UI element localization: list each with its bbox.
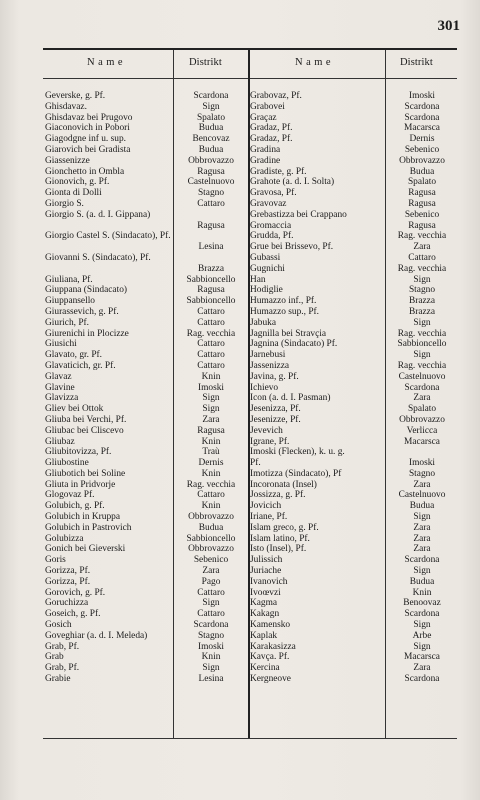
table-row xyxy=(43,544,457,555)
name-cell: Goruchizza xyxy=(45,598,89,609)
name-cell: Gosich xyxy=(45,620,72,631)
district-cell: Cattaro xyxy=(408,252,436,263)
district-cell: Sign xyxy=(413,274,431,285)
district-cell: Obbrovazzo xyxy=(188,512,234,523)
district-cell: Budua xyxy=(198,144,224,155)
name-cell: Grahote (a. d. I. Solta) xyxy=(250,177,335,188)
district-cell: Rag. vecchia xyxy=(397,360,447,371)
name-cell: Jovicich xyxy=(250,501,282,512)
name-cell: Golubizza xyxy=(45,533,84,544)
table-row xyxy=(43,145,457,156)
name-cell: Gravovaz xyxy=(250,198,287,209)
district-cell: Sabbioncello xyxy=(397,339,447,350)
name-cell: Ghisdavaz. xyxy=(45,101,87,112)
table-row xyxy=(43,512,457,523)
district-cell: Knin xyxy=(201,468,221,479)
name-cell: Gliev bei Ottok xyxy=(45,404,104,415)
district-cell: Budua xyxy=(198,522,224,533)
table-row xyxy=(43,123,457,134)
district-cell: Rag. vecchia xyxy=(397,231,447,242)
name-cell: Giaconovich in Pobori xyxy=(45,123,130,134)
district-cell: Cattaro xyxy=(197,490,225,501)
district-cell: Budua xyxy=(409,166,435,177)
table-row xyxy=(43,339,457,350)
table-row xyxy=(43,480,457,491)
district-cell: Knin xyxy=(201,652,221,663)
name-cell: Karakasizza xyxy=(250,641,296,652)
name-cell: Grue bei Brissevo, Pf. xyxy=(250,242,334,253)
table-row xyxy=(43,318,457,329)
table-row xyxy=(43,404,457,415)
district-cell: Stagno xyxy=(408,468,436,479)
district-cell: Ragusa xyxy=(408,198,436,209)
district-cell: Sign xyxy=(202,393,220,404)
district-cell: Castelnuovo xyxy=(398,490,446,501)
name-cell: Giorgio S. (a. d. I. Gippana) xyxy=(45,209,151,220)
table-row xyxy=(43,113,457,124)
header-district-right: Distrikt xyxy=(400,57,433,68)
name-cell: Giovanni S. (Sindacato), Pf. xyxy=(45,252,151,263)
name-cell: Gorizza, Pf. xyxy=(45,566,91,577)
table-row xyxy=(43,350,457,361)
district-cell: Budua xyxy=(409,576,435,587)
table-row xyxy=(43,458,457,469)
table-row xyxy=(43,534,457,545)
district-cell: Benoovaz xyxy=(403,598,441,609)
table-row xyxy=(43,598,457,609)
district-cell: Zara xyxy=(202,566,220,577)
name-cell: Islam greco, g. Pf. xyxy=(250,522,319,533)
district-cell: Ragusa xyxy=(197,220,225,231)
header-name-left: Name xyxy=(87,57,127,68)
district-cell: Sign xyxy=(202,101,220,112)
table-row xyxy=(43,426,457,437)
district-cell: Castelnuovo xyxy=(187,177,235,188)
district-cell: Rag. vecchia xyxy=(186,479,236,490)
name-cell: Han xyxy=(250,274,266,285)
district-cell: Zara xyxy=(413,522,431,533)
name-cell: Grab xyxy=(45,652,64,663)
name-cell: Glavine xyxy=(45,382,75,393)
table-row xyxy=(43,674,457,685)
name-cell: Iriane, Pf. xyxy=(250,512,288,523)
name-cell: Juriache xyxy=(250,566,282,577)
name-cell: Gliubitovizza, Pf. xyxy=(45,447,112,458)
name-cell: Pf. xyxy=(250,458,261,469)
district-cell: Cattaro xyxy=(197,306,225,317)
name-cell: Gonich bei Gieverski xyxy=(45,544,126,555)
name-cell: Graçaz xyxy=(250,112,277,123)
name-cell: Giuppansello xyxy=(45,296,95,307)
district-cell: Knin xyxy=(201,436,221,447)
name-cell: Gradaz, Pf. xyxy=(250,134,293,145)
table-row xyxy=(43,167,457,178)
district-cell: Macarsca xyxy=(404,123,440,134)
district-cell: Macarsca xyxy=(404,652,440,663)
name-cell: Goseich, g. Pf. xyxy=(45,609,101,620)
district-cell: Zara xyxy=(413,544,431,555)
district-cell: Knin xyxy=(201,501,221,512)
name-cell: Gravosa, Pf. xyxy=(250,188,297,199)
district-cell: Brazza xyxy=(408,306,436,317)
district-cell: Sign xyxy=(413,641,431,652)
name-cell: Kamensko xyxy=(250,620,291,631)
name-cell: Gugnichi xyxy=(250,263,285,274)
table-row xyxy=(43,663,457,674)
table-row xyxy=(43,329,457,340)
district-cell: Cattaro xyxy=(197,587,225,598)
table-row xyxy=(43,91,457,102)
district-cell: Scardona xyxy=(193,620,229,631)
table-header xyxy=(43,50,457,79)
district-cell: Ragusa xyxy=(408,188,436,199)
district-cell: Obbrovazzo xyxy=(188,155,234,166)
name-cell: Icon (a. d. I. Pasman) xyxy=(250,393,331,404)
name-cell: Jarnebusi xyxy=(250,350,286,361)
name-cell: Jevevich xyxy=(250,425,283,436)
district-cell: Macarsca xyxy=(404,436,440,447)
table-row xyxy=(43,361,457,372)
table-row xyxy=(43,523,457,534)
table-row xyxy=(43,501,457,512)
table-row xyxy=(43,275,457,286)
district-cell: Imoski xyxy=(197,382,225,393)
name-cell: Jossizza, g. Pf. xyxy=(250,490,306,501)
district-cell: Lesina xyxy=(198,242,224,253)
district-cell: Imoski xyxy=(408,91,436,101)
district-cell: Imoski xyxy=(408,458,436,469)
table-row xyxy=(43,188,457,199)
table-row xyxy=(43,134,457,145)
name-cell: Golubich in Kruppa xyxy=(45,512,120,523)
name-cell: Goris xyxy=(45,555,66,566)
table-row xyxy=(43,609,457,620)
table-row xyxy=(43,242,457,253)
page-number: 301 xyxy=(437,18,460,34)
name-cell: Ivoœvzi xyxy=(250,587,281,598)
name-cell: Igrane, Pf. xyxy=(250,436,290,447)
district-cell: Rag. vecchia xyxy=(397,328,447,339)
district-cell: Dernis xyxy=(198,458,224,469)
name-cell: Gradina xyxy=(250,144,281,155)
name-cell: Giuliana, Pf. xyxy=(45,274,93,285)
name-cell: Jassenizza xyxy=(250,360,290,371)
name-cell: Kakagn xyxy=(250,609,280,620)
name-cell: Gorizza, Pf. xyxy=(45,576,91,587)
name-cell: Glavaticich, gr. Pf. xyxy=(45,360,116,371)
name-cell: Grabovei xyxy=(250,101,285,112)
header-name-right: Name xyxy=(295,57,335,68)
district-cell: Sign xyxy=(202,404,220,415)
district-cell: Dernis xyxy=(409,134,435,145)
name-cell: Kercina xyxy=(250,663,280,674)
district-cell: Obbrovazzo xyxy=(399,155,445,166)
table-row xyxy=(43,447,457,458)
district-cell: Sign xyxy=(202,598,220,609)
name-cell: Goveghiar (a. d. I. Meleda) xyxy=(45,630,148,641)
district-cell: Pago xyxy=(201,576,221,587)
table-row xyxy=(43,642,457,653)
table-row xyxy=(43,652,457,663)
name-cell: Hodiglie xyxy=(250,285,283,296)
district-cell: Cattaro xyxy=(197,198,225,209)
district-cell: Imoski xyxy=(197,641,225,652)
table-row xyxy=(43,566,457,577)
name-cell: Glavato, gr. Pf. xyxy=(45,350,103,361)
table-row xyxy=(43,264,457,275)
district-cell: Brazza xyxy=(408,296,436,307)
district-cell: Stagno xyxy=(408,285,436,296)
district-cell: Traù xyxy=(202,447,220,458)
name-cell: Jagnina (Sindacato) Pf. xyxy=(250,339,338,350)
district-cell: Brazza xyxy=(197,263,225,274)
table-row xyxy=(43,231,457,242)
table-row xyxy=(43,469,457,480)
name-cell: Gliuba bei Verchi, Pf. xyxy=(45,414,127,425)
name-cell: Gradaz, Pf. xyxy=(250,123,293,134)
district-cell: Scardona xyxy=(404,112,440,123)
name-cell: Gionta di Dolli xyxy=(45,188,102,199)
district-cell: Sebenico xyxy=(404,209,440,220)
name-cell: Giorgio S. xyxy=(45,198,84,209)
gazetteer-table xyxy=(43,48,457,739)
table-rows xyxy=(43,91,457,685)
table-row xyxy=(43,177,457,188)
district-cell: Sebenico xyxy=(193,555,229,566)
district-cell: Scardona xyxy=(404,609,440,620)
name-cell: Gliubostine xyxy=(45,458,89,469)
district-cell: Sign xyxy=(413,566,431,577)
name-cell: Ivanovich xyxy=(250,576,288,587)
district-cell: Sabbioncello xyxy=(186,274,236,285)
district-cell: Ragusa xyxy=(197,425,225,436)
district-cell: Sebenico xyxy=(404,144,440,155)
name-cell: Gubassi xyxy=(250,252,281,263)
name-cell: Gromaccia xyxy=(250,220,292,231)
district-cell: Scardona xyxy=(404,555,440,566)
district-cell: Bencovaz xyxy=(192,134,230,145)
name-cell: Giorgio Castel S. (Sindacato), Pf. xyxy=(45,231,171,242)
table-row xyxy=(43,555,457,566)
name-cell: Humazzo sup., Pf. xyxy=(250,306,319,317)
district-cell: Zara xyxy=(413,533,431,544)
table-row xyxy=(43,437,457,448)
district-cell: Verlicca xyxy=(406,425,438,436)
name-cell: Gliubac bei Cliscevo xyxy=(45,425,124,436)
district-cell: Sabbioncello xyxy=(186,533,236,544)
district-cell: Ragusa xyxy=(408,220,436,231)
name-cell: Gliubotich bei Soline xyxy=(45,468,126,479)
table-row xyxy=(43,490,457,501)
name-cell: Giurich, Pf. xyxy=(45,317,90,328)
name-cell: Ghisdavaz bei Prugovo xyxy=(45,112,133,123)
district-cell: Sign xyxy=(413,317,431,328)
name-cell: Isto (Insel), Pf. xyxy=(250,544,307,555)
district-cell: Budua xyxy=(409,501,435,512)
district-cell: Spalato xyxy=(407,177,437,188)
name-cell: Jesenizze, Pf. xyxy=(250,414,301,425)
name-cell: Grab, Pf. xyxy=(45,641,80,652)
name-cell: Grudda, Pf. xyxy=(250,231,294,242)
name-cell: Grabovaz, Pf. xyxy=(250,91,302,101)
table-row xyxy=(43,296,457,307)
table-row xyxy=(43,221,457,232)
district-cell: Zara xyxy=(413,393,431,404)
table-row xyxy=(43,285,457,296)
district-cell: Sign xyxy=(413,620,431,631)
table-row xyxy=(43,620,457,631)
name-cell: Jabuka xyxy=(250,317,277,328)
table-row xyxy=(43,156,457,167)
district-cell: Cattaro xyxy=(197,609,225,620)
district-cell: Cattaro xyxy=(197,360,225,371)
name-cell: Grabie xyxy=(45,674,71,685)
name-cell: Grab, Pf. xyxy=(45,663,80,674)
name-cell: Grebastizza bei Crappano xyxy=(250,209,347,220)
table-row xyxy=(43,199,457,210)
district-cell: Sabbioncello xyxy=(186,296,236,307)
name-cell: Kagma xyxy=(250,598,278,609)
district-cell: Obbrovazzo xyxy=(399,414,445,425)
district-cell: Zara xyxy=(413,242,431,253)
table-row xyxy=(43,393,457,404)
table-row xyxy=(43,415,457,426)
table-row xyxy=(43,372,457,383)
name-cell: Gionchetto in Ombla xyxy=(45,166,125,177)
table-row xyxy=(43,631,457,642)
name-cell: Islam latino, Pf. xyxy=(250,533,310,544)
district-cell: Sign xyxy=(413,512,431,523)
name-cell: Gliubaz xyxy=(45,436,75,447)
table-row xyxy=(43,577,457,588)
name-cell: Gionovich, g. Pf. xyxy=(45,177,110,188)
name-cell: Incoronata (Insel) xyxy=(250,479,317,490)
name-cell: Giurenichi in Plocizze xyxy=(45,328,129,339)
district-cell: Cattaro xyxy=(197,350,225,361)
name-cell: Glogovaz Pf. xyxy=(45,490,95,501)
district-cell: Sign xyxy=(202,663,220,674)
name-cell: Giurassevich, g. Pf. xyxy=(45,306,119,317)
district-cell: Zara xyxy=(202,414,220,425)
table-row xyxy=(43,102,457,113)
name-cell: Giuppana (Sindacato) xyxy=(45,285,128,296)
district-cell: Stagno xyxy=(197,630,225,641)
name-cell: Golubich in Pastrovich xyxy=(45,522,132,533)
district-cell: Zara xyxy=(413,663,431,674)
name-cell: Kavça. Pf. xyxy=(250,652,290,663)
district-cell: Cattaro xyxy=(197,339,225,350)
district-cell: Spalato xyxy=(196,112,226,123)
district-cell: Rag. vecchia xyxy=(397,263,447,274)
name-cell: Gradine xyxy=(250,155,281,166)
name-cell: Kaplak xyxy=(250,630,278,641)
name-cell: Gradiste, g. Pf. xyxy=(250,166,307,177)
table-row xyxy=(43,588,457,599)
district-cell: Scardona xyxy=(404,101,440,112)
name-cell: Imotizza (Sindacato), Pf xyxy=(250,468,342,479)
district-cell: Scardona xyxy=(404,382,440,393)
name-cell: Giassenizze xyxy=(45,155,90,166)
name-cell: Ichievo xyxy=(250,382,279,393)
district-cell: Ragusa xyxy=(197,166,225,177)
district-cell: Rag. vecchia xyxy=(186,328,236,339)
district-cell: Ragusa xyxy=(197,285,225,296)
district-cell: Scardona xyxy=(404,674,440,685)
district-cell: Spalato xyxy=(407,404,437,415)
district-cell: Knin xyxy=(201,371,221,382)
table-row xyxy=(43,307,457,318)
name-cell: Giusichi xyxy=(45,339,77,350)
name-cell: Julissich xyxy=(250,555,283,566)
name-cell: Gliuta in Pridvorje xyxy=(45,479,116,490)
district-cell: Lesina xyxy=(198,674,224,685)
name-cell: Javina, g. Pf. xyxy=(250,371,299,382)
district-cell: Zara xyxy=(413,479,431,490)
name-cell: Jagnilla bei Stravçia xyxy=(250,328,327,339)
name-cell: Glavaz xyxy=(45,371,72,382)
name-cell: Golubich, g. Pf. xyxy=(45,501,105,512)
district-cell: Stagno xyxy=(197,188,225,199)
name-cell: Jesenizza, Pf. xyxy=(250,404,301,415)
district-cell: Budua xyxy=(198,123,224,134)
name-cell: Gorovich, g. Pf. xyxy=(45,587,106,598)
district-cell: Arbe xyxy=(412,630,432,641)
name-cell: Humazzo inf., Pf. xyxy=(250,296,317,307)
table-row xyxy=(43,210,457,221)
name-cell: Imoski (Flecken), k. u. g. xyxy=(250,447,345,458)
name-cell: Geverske, g. Pf. xyxy=(45,91,106,101)
district-cell: Knin xyxy=(412,587,432,598)
district-cell: Cattaro xyxy=(197,317,225,328)
district-cell: Scardona xyxy=(193,91,229,101)
name-cell: Kergneove xyxy=(250,674,291,685)
district-cell: Castelnuovo xyxy=(398,371,446,382)
district-cell: Sign xyxy=(413,350,431,361)
table-row xyxy=(43,383,457,394)
name-cell: Giarovich bei Gradista xyxy=(45,144,131,155)
header-district-left: Distrikt xyxy=(189,57,222,68)
name-cell: Giagodgne inf u. sup. xyxy=(45,134,126,145)
table-row xyxy=(43,253,457,264)
district-cell: Obbrovazzo xyxy=(188,544,234,555)
name-cell: Glavizza xyxy=(45,393,79,404)
